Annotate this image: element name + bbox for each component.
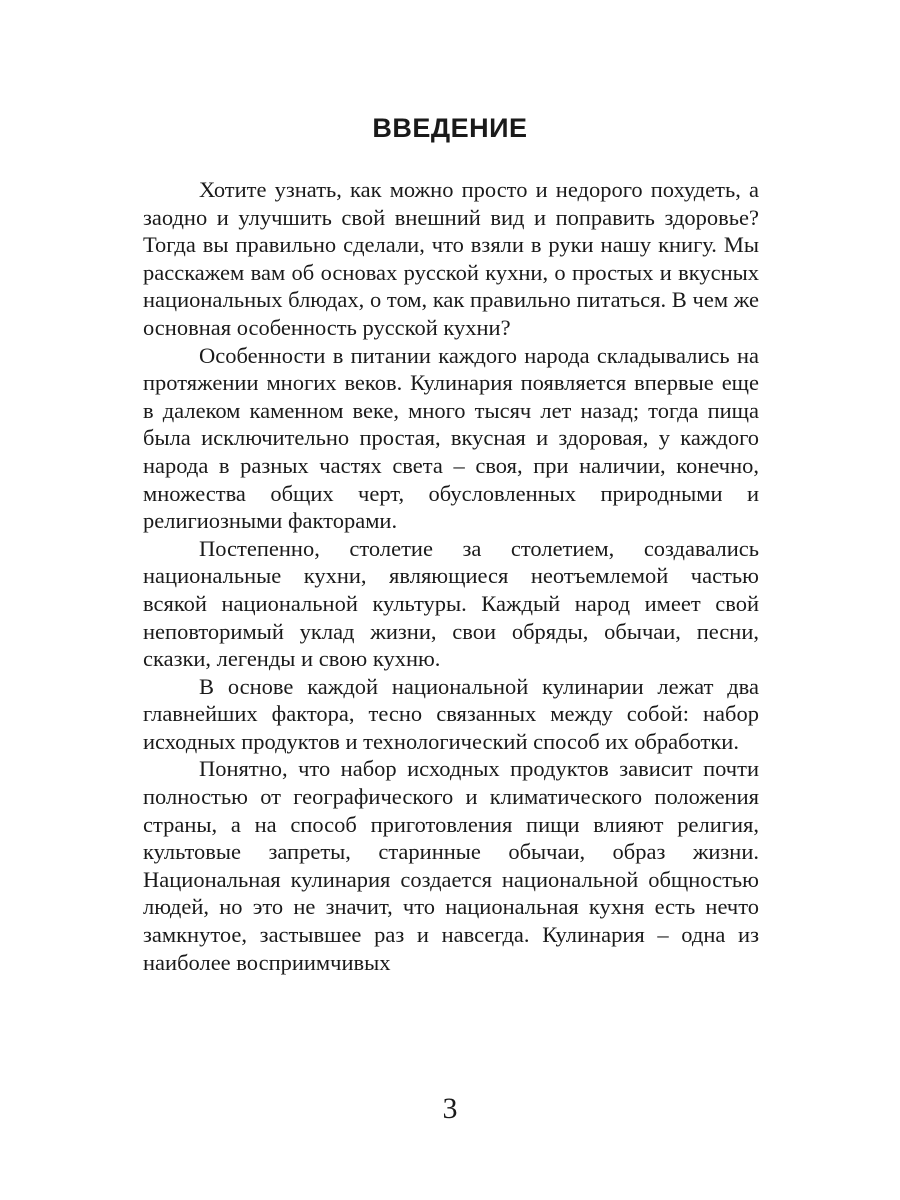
chapter-heading: ВВЕДЕНИЕ <box>372 113 528 143</box>
paragraph: Понятно, что набор исходных продуктов зависит почти полностью от географического и климатического положения страны, а на способ приготовления пищи влияют религия, культовые запреты, старинные обычаи, образ жизни. Национальная кулинария создается национальной общностью людей, но это не значит, что национальная кухня есть нечто замкнутое, застывшее раз и навсегда. Кулинария – одна из наиболее восприимчивых <box>143 756 759 975</box>
paragraph: Особенности в питании каждого народа складывались на протяжении многих веков. Кулинария появляется впервые еще в далеком каменном веке, много тысяч лет назад; тогда пища была исключительно простая, вкусная и здоровая, у каждого народа в разных частях света – своя, при наличии, конечно, множества общих черт, обусловленных природными и религиозными факторами. <box>143 342 759 534</box>
page-number: 3 <box>442 1092 458 1125</box>
paragraph: В основе каждой национальной кулинарии лежат два главнейших фактора, тесно связанных между собой: набор исходных продуктов и технологический способ их обработки. <box>143 673 759 754</box>
paragraph: Постепенно, столетие за столетием, создавались национальные кухни, являющиеся неотъемлемой частью всякой национальной культуры. Каждый народ имеет свой неповторимый уклад жизни, свои обряды, обычаи, песни, сказки, легенды и свою кухню. <box>143 535 759 672</box>
body-text <box>143 176 759 976</box>
paragraph: Хотите узнать, как можно просто и недорого похудеть, а заодно и улучшить свой внешний вид и поправить здоровье? Тогда вы правильно сделали, что взяли в руки нашу книгу. Мы расскажем вам об основах русской кухни, о простых и вкусных национальных блюдах, о том, как правильно питаться. В чем же основная особенность русской кухни? <box>143 177 759 340</box>
